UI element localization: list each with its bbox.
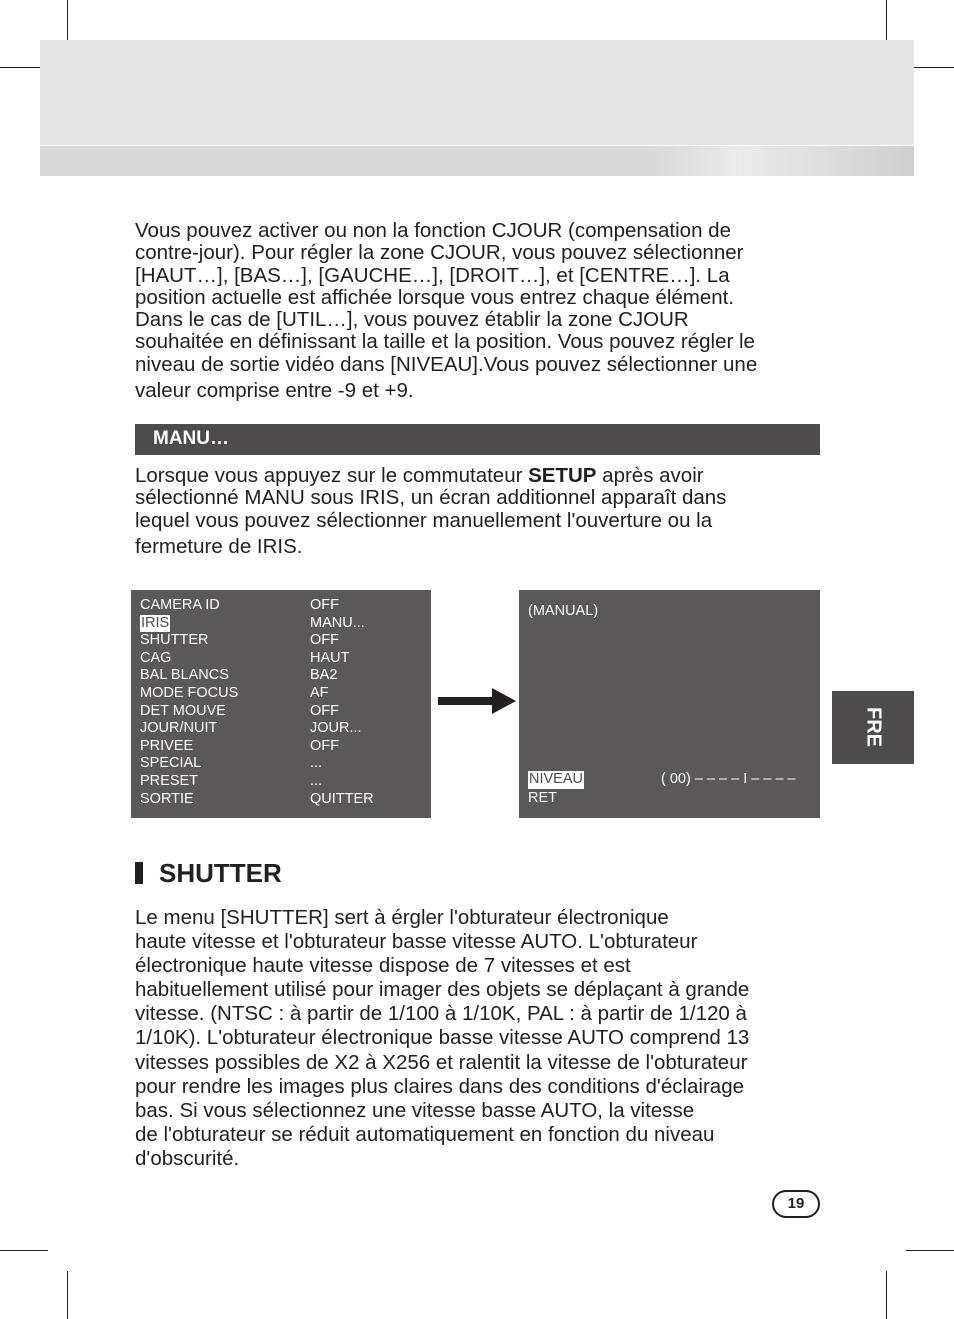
osd-menu-value: HAUT bbox=[310, 649, 350, 666]
osd-menu-value: AF bbox=[310, 685, 329, 701]
section-heading-shutter bbox=[135, 858, 282, 890]
osd-menu-value: QUITTER bbox=[310, 790, 374, 807]
osd-menu-value: BA2 bbox=[310, 667, 338, 684]
osd-menu-label: MODE FOCUS bbox=[140, 685, 239, 701]
osd-menu-label: SHUTTER bbox=[140, 632, 209, 649]
osd-main-menu bbox=[131, 590, 431, 818]
osd-menu-label: PRESET bbox=[140, 773, 199, 789]
osd-menu-value: ... bbox=[310, 773, 323, 789]
text-line: Dans le cas de [UTIL…], vous pouvez établir la zone CJOUR bbox=[135, 308, 689, 332]
osd-menu-value: OFF bbox=[310, 737, 339, 754]
osd-menu-label: BAL BLANCS bbox=[140, 667, 229, 684]
text-line: pour rendre les images plus claires dans des conditions d'éclairage bbox=[135, 1074, 745, 1098]
osd-menu-label: JOUR/NUIT bbox=[140, 720, 218, 737]
crop-mark bbox=[886, 1271, 887, 1319]
text-line: lequel vous pouvez sélectionner manuellement l'ouverture ou la bbox=[135, 508, 713, 532]
language-tab-label: FRE bbox=[862, 707, 885, 747]
heading-text: SHUTTER bbox=[159, 858, 282, 888]
manu-paragraph bbox=[135, 465, 825, 558]
text-line: de l'obturateur se réduit automatiquement en fonction du niveau bbox=[135, 1122, 715, 1146]
shutter-paragraph bbox=[135, 906, 825, 1171]
text-line: vitesse. (NTSC : à partir de 1/100 à 1/10K, PAL : à partir de 1/120 à bbox=[135, 1002, 747, 1026]
text-line: haute vitesse et l'obturateur basse vitesse AUTO. L'obturateur bbox=[135, 930, 698, 954]
text-line bbox=[135, 465, 825, 487]
crop-mark bbox=[67, 1271, 68, 1319]
text-line: Le menu [SHUTTER] sert à érgler l'obturateur électronique bbox=[135, 906, 669, 929]
osd-menu-label: SPECIAL bbox=[140, 755, 202, 772]
osd-menu-value: OFF bbox=[310, 702, 339, 719]
text-line: d'obscurité. bbox=[135, 1146, 240, 1170]
text-line: fermeture de IRIS. bbox=[135, 534, 303, 558]
text-span: après avoir bbox=[596, 464, 704, 487]
crop-mark bbox=[906, 1250, 954, 1251]
intro-paragraph bbox=[135, 220, 825, 402]
text-line: sélectionné MANU sous IRIS, un écran additionnel apparaît dans bbox=[135, 486, 727, 510]
osd-menu-label: CAG bbox=[140, 649, 172, 666]
text-line: Vous pouvez activer ou non la fonction CJOUR (compensation de bbox=[135, 219, 731, 242]
text-line: [HAUT…], [BAS…], [GAUCHE…], [DROIT…], et [CENTRE…]. La bbox=[135, 263, 730, 287]
osd-manual-title: (MANUAL) bbox=[528, 603, 599, 619]
osd-menu-value: OFF bbox=[310, 632, 339, 649]
text-line: valeur comprise entre -9 et +9. bbox=[135, 379, 414, 403]
text-line: 1/10K). L'obturateur électronique basse vitesse AUTO comprend 13 bbox=[135, 1026, 750, 1050]
text-line: habituellement utilisé pour imager des objets se déplaçant à grande bbox=[135, 978, 750, 1002]
osd-niveau-value: ( 00) – – – – I – – – – bbox=[661, 771, 796, 787]
page-number: 19 bbox=[772, 1190, 820, 1218]
text-line: niveau de sortie vidéo dans [NIVEAU].Vous pouvez sélectionner une bbox=[135, 352, 758, 376]
osd-menu-label: PRIVEE bbox=[140, 737, 194, 754]
text-line: vitesses possibles de X2 à X256 et ralentit la vitesse de l'obturateur bbox=[135, 1050, 748, 1074]
text-span: Lorsque vous appuyez sur le commutateur bbox=[135, 464, 529, 487]
text-line: souhaitée en définissant la taille et la position. Vous pouvez régler le bbox=[135, 330, 755, 354]
osd-menu-label-selected: IRIS bbox=[141, 614, 170, 631]
section-bar-manu bbox=[135, 424, 820, 455]
osd-ret-row: RET bbox=[528, 790, 557, 806]
section-title: MANU… bbox=[153, 428, 229, 449]
right-arrow-icon bbox=[438, 688, 516, 714]
text-line: position actuelle est affichée lorsque vous entrez chaque élément. bbox=[135, 285, 735, 309]
osd-menu-value: MANU... bbox=[310, 614, 365, 631]
osd-manual-screen bbox=[519, 590, 820, 818]
osd-menu-label: SORTIE bbox=[140, 790, 194, 807]
heading-marker-icon bbox=[135, 862, 143, 884]
text-line: contre-jour). Pour régler la zone CJOUR, vous pouvez sélectionner bbox=[135, 241, 744, 265]
text-line: bas. Si vous sélectionnez une vitesse basse AUTO, la vitesse bbox=[135, 1098, 695, 1122]
text-line: électronique haute vitesse dispose de 7 vitesses et est bbox=[135, 954, 631, 978]
osd-menu-value: ... bbox=[310, 755, 323, 772]
page-header-strip bbox=[40, 146, 914, 176]
crop-mark bbox=[0, 1250, 48, 1251]
page-header-band bbox=[40, 40, 914, 145]
osd-niveau-label: NIVEAU bbox=[529, 771, 583, 787]
osd-menu-label: CAMERA ID bbox=[140, 597, 220, 613]
language-tab bbox=[832, 691, 914, 764]
setup-keyword: SETUP bbox=[528, 464, 597, 487]
osd-menu-value: JOUR... bbox=[310, 720, 362, 737]
osd-menu-label: DET MOUVE bbox=[140, 702, 226, 719]
osd-menu-value: OFF bbox=[310, 597, 339, 613]
